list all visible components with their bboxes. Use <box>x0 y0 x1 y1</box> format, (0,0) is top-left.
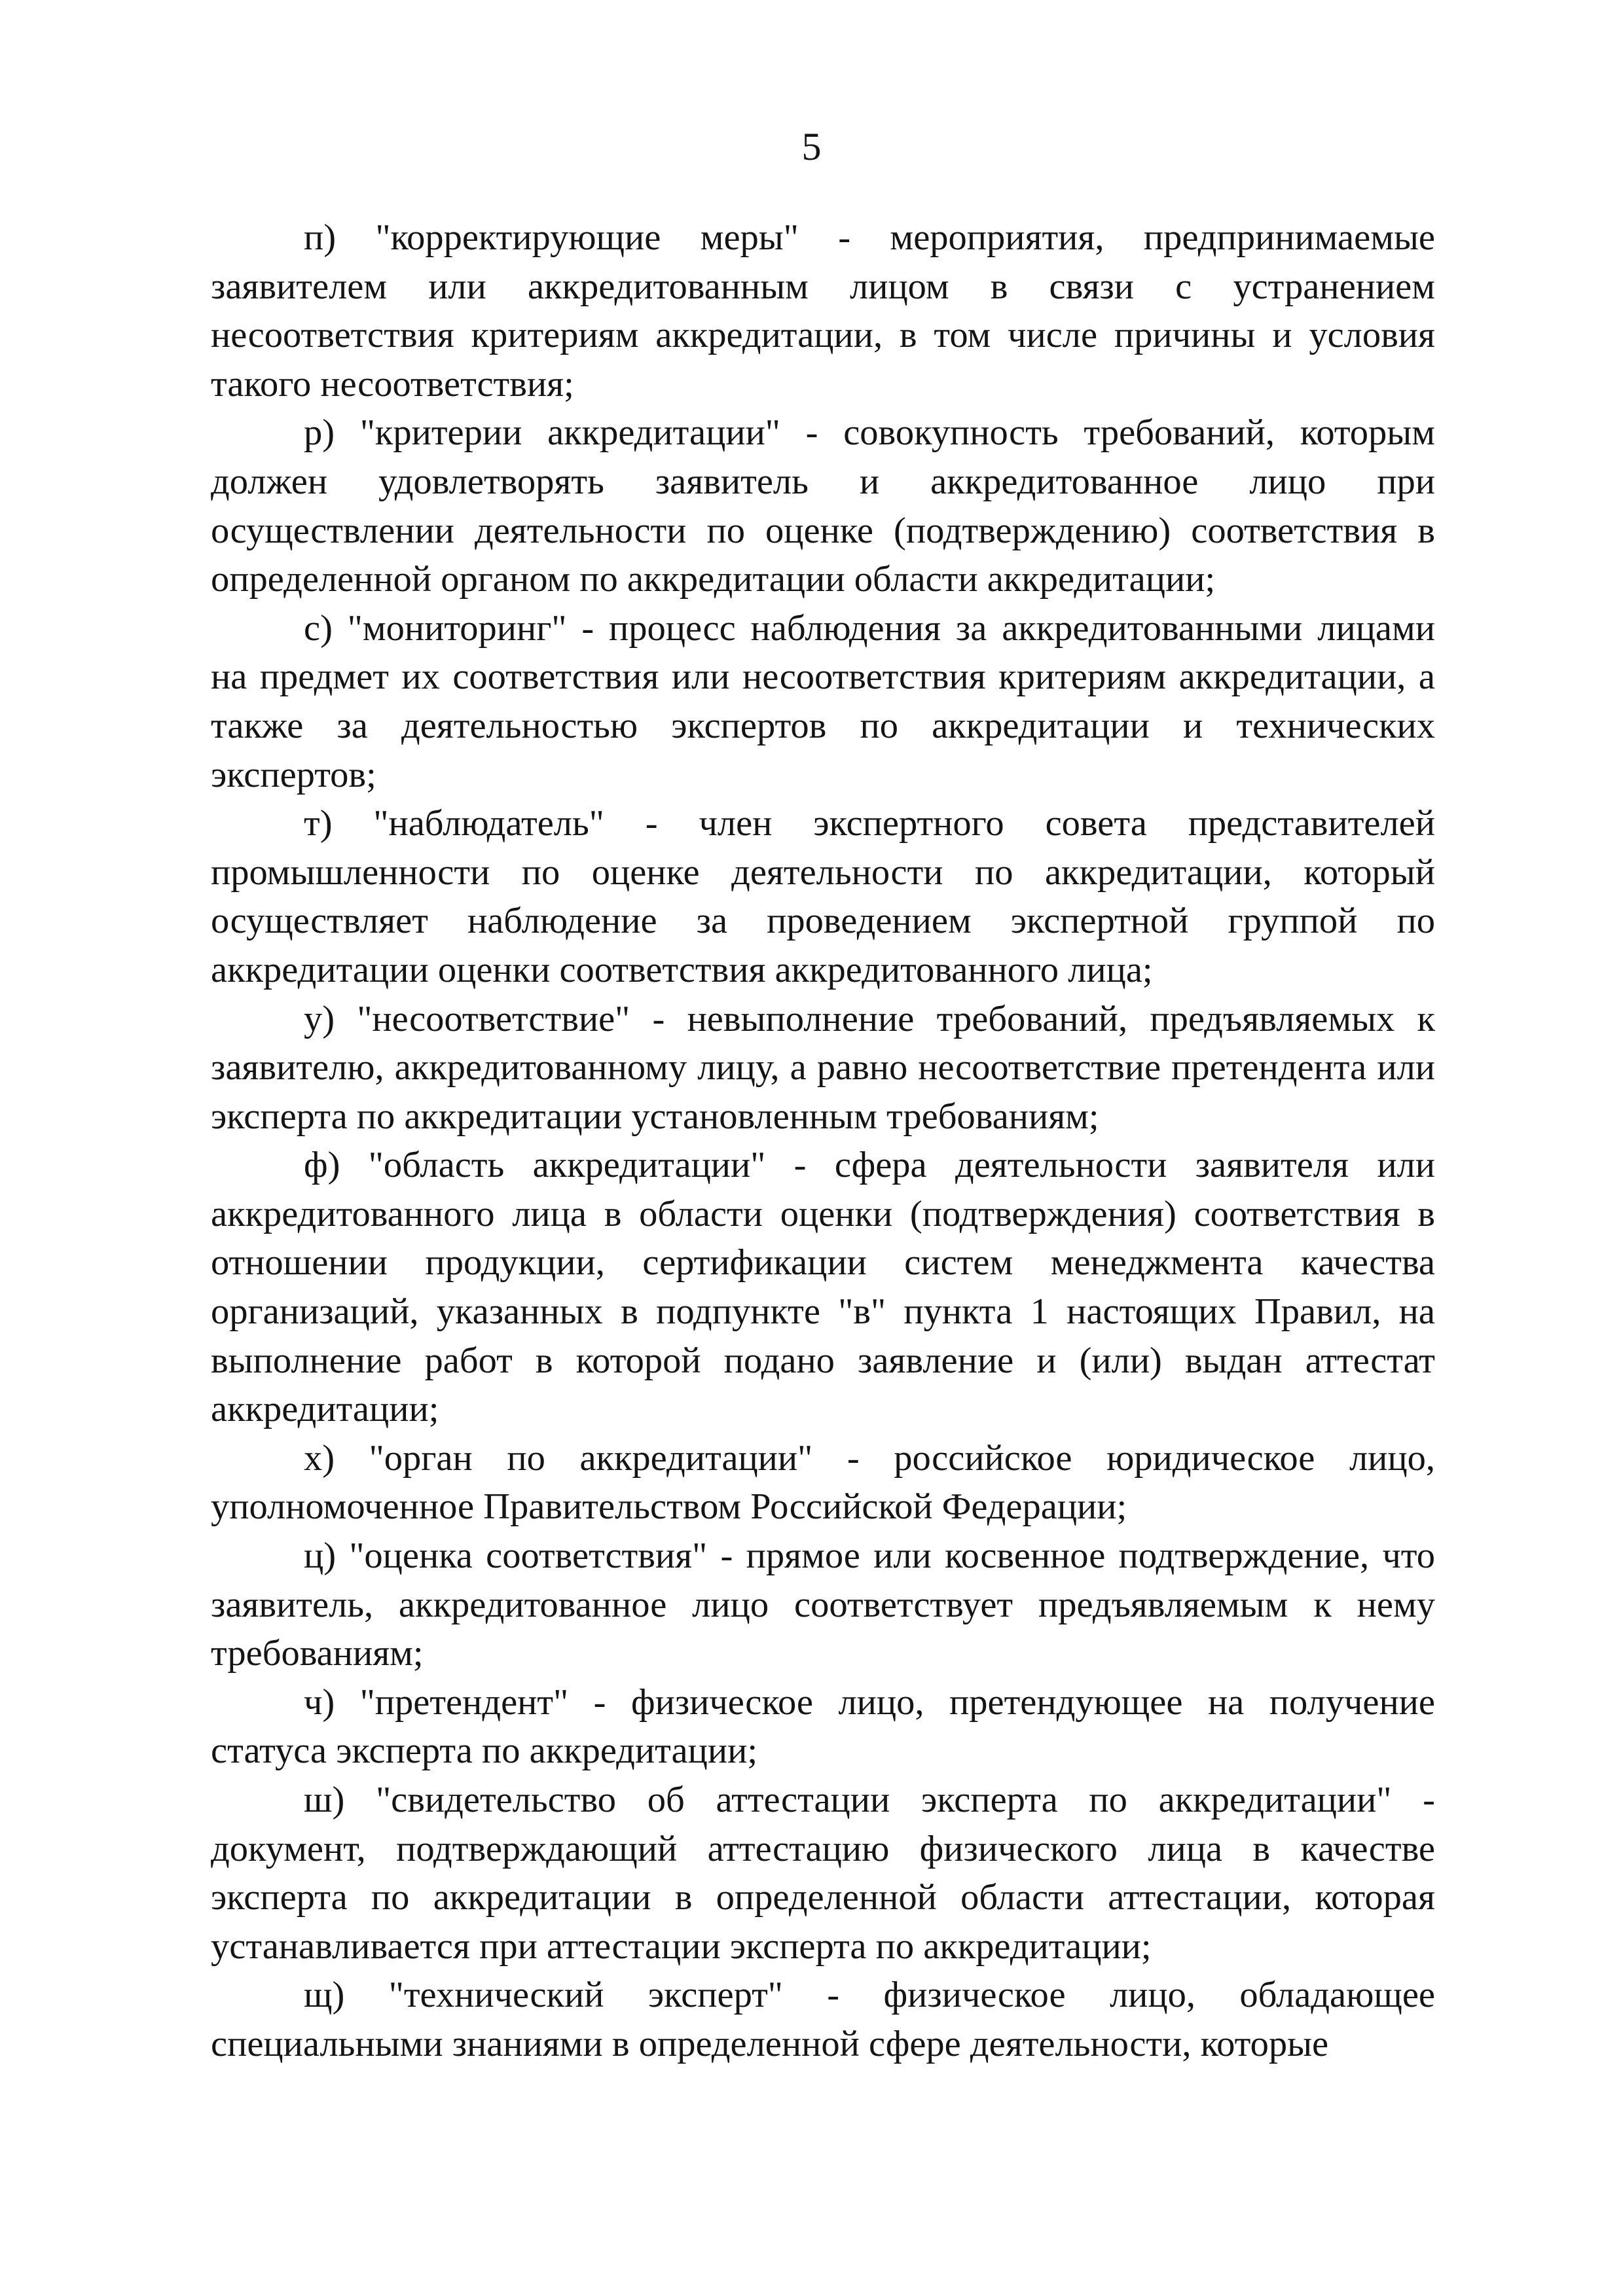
definition-paragraph-t: т) "наблюдатель" - член экспертного совета представителей промышленности по оценке деятельности по аккредитации, который осуществляет наблюдение за проведением экспертной группой по аккредитации оценки соответствия аккредитованного лица; <box>211 803 1435 990</box>
definition-paragraph-r: р) "критерии аккредитации" - совокупность требований, которым должен удовлетворять заявитель и аккредитованное лицо при осуществлении деятельности по оценке (подтверждению) соответствия в определенной органом по аккредитации области аккредитации; <box>211 412 1435 600</box>
page-number: 5 <box>801 125 822 168</box>
definition-paragraph-u: у) "несоответствие" - невыполнение требований, предъявляемых к заявителю, аккредитованному лицу, а равно несоответствие претендента или эксперта по аккредитации установленным требованиям; <box>211 998 1435 1137</box>
definition-paragraph-ch: ч) "претендент" - физическое лицо, претендующее на получение статуса эксперта по аккредитации; <box>211 1681 1435 1772</box>
definition-paragraph-p: п) "корректирующие меры" - мероприятия, предпринимаемые заявителем или аккредитованным лицом в связи с устранением несоответствия критериям аккредитации, в том числе причины и условия такого несоответствия; <box>211 217 1435 404</box>
definition-paragraph-kh: х) "орган по аккредитации" - российское юридическое лицо, уполномоченное Правительством Российской Федерации; <box>211 1437 1435 1528</box>
document-body <box>211 213 1435 2069</box>
definition-paragraph-sh: ш) "свидетельство об аттестации эксперта по аккредитации" - документ, подтверждающий аттестацию физического лица в качестве эксперта по аккредитации в определенной области аттестации, которая устанавливается при аттестации эксперта по аккредитации; <box>211 1780 1435 1967</box>
definition-paragraph-shch: щ) "технический эксперт" - физическое лицо, обладающее специальными знаниями в определенной сфере деятельности, которые <box>211 1975 1435 2064</box>
definition-paragraph-f: ф) "область аккредитации" - сфера деятельности заявителя или аккредитованного лица в области оценки (подтверждения) соответствия в отношении продукции, сертификации систем менеджмента качества организаций, указанных в подпункте "в" пункта 1 настоящих Правил, на выполнение работ в которой подано заявление и (или) выдан аттестат аккредитации; <box>211 1145 1435 1430</box>
definition-paragraph-s: с) "мониторинг" - процесс наблюдения за аккредитованными лицами на предмет их соответствия или несоответствия критериям аккредитации, а также за деятельностью экспертов по аккредитации и технических экспертов; <box>211 607 1435 795</box>
definition-paragraph-ts: ц) "оценка соответствия" - прямое или косвенное подтверждение, что заявитель, аккредитованное лицо соответствует предъявляемым к нему требованиям; <box>211 1535 1435 1674</box>
